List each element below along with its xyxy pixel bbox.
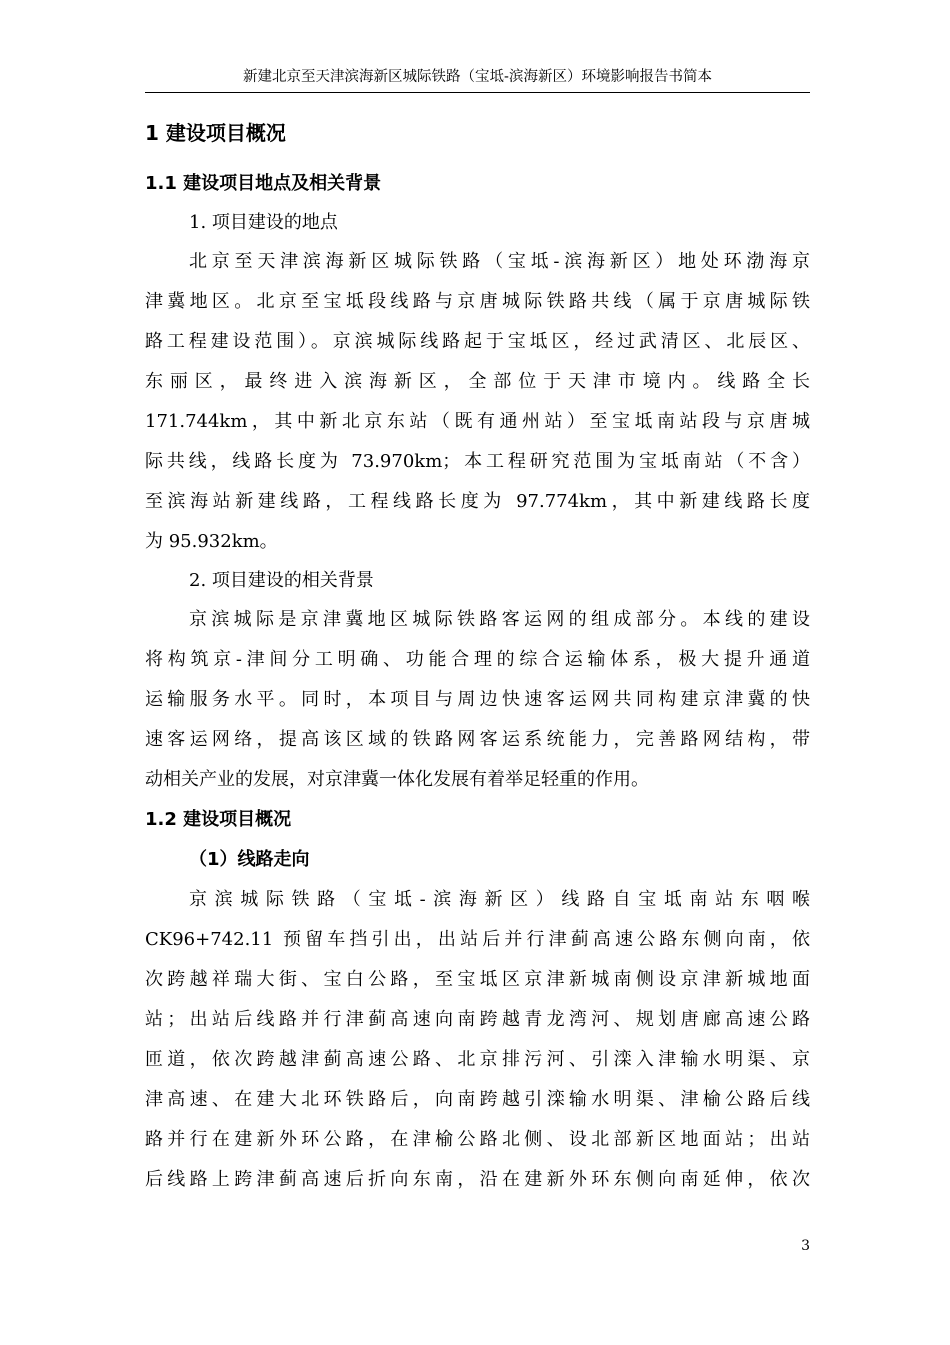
paragraph-line: 津高速、在建大北环铁路后，向南跨越引滦输水明渠、津榆公路后线	[145, 1089, 810, 1110]
paragraph-line: 将构筑京-津间分工明确、功能合理的综合运输体系，极大提升通道	[145, 649, 810, 670]
paragraph-background	[145, 600, 810, 800]
paragraph-line: 津冀地区。北京至宝坻段线路与京唐城际铁路共线（属于京唐城际铁	[145, 291, 810, 312]
paragraph-line: 站；出站后线路并行津蓟高速向南跨越青龙湾河、规划唐廊高速公路	[145, 1009, 810, 1030]
paragraph-line: 为 95.932km。	[145, 531, 278, 552]
paragraph-line: 速客运网络，提高该区域的铁路网客运系统能力，完善路网结构，带	[145, 729, 810, 750]
paragraph-line: 动相关产业的发展，对京津冀一体化发展有着举足轻重的作用。	[145, 769, 649, 790]
item-1-title: 1. 项目建设的地点	[189, 212, 338, 233]
paragraph-line: 北京至天津滨海新区城际铁路（宝坻-滨海新区）地处环渤海京	[189, 251, 810, 272]
page-content	[145, 112, 810, 1200]
paragraph-line: CK96+742.11 预留车挡引出，出站后并行津蓟高速公路东侧向南，依	[145, 929, 810, 950]
paragraph-line: 171.744km，其中新北京东站（既有通州站）至宝坻南站段与京唐城	[145, 411, 810, 432]
section-1-heading: 1 建设项目概况	[145, 121, 286, 145]
paragraph-line: 至滨海站新建线路，工程线路长度为 97.774km，其中新建线路长度	[145, 491, 810, 512]
paragraph-line: 运输服务水平。同时，本项目与周边快速客运网共同构建京津冀的快	[145, 689, 810, 710]
section-1-1-heading: 1.1 建设项目地点及相关背景	[145, 173, 382, 194]
section-1-2-heading: 1.2 建设项目概况	[145, 809, 292, 830]
paragraph-line: 匝道，依次跨越津蓟高速公路、北京排污河、引滦入津输水明渠、京	[145, 1049, 810, 1070]
paragraph-line: 路并行在建新外环公路，在津榆公路北侧、设北部新区地面站；出站	[145, 1129, 810, 1150]
paragraph-route	[145, 880, 810, 1200]
paragraph-location	[145, 242, 810, 562]
paragraph-line: 次跨越祥瑞大街、宝白公路，至宝坻区京津新城南侧设京津新城地面	[145, 969, 810, 990]
page-header	[145, 64, 810, 93]
route-subheading: （1）线路走向	[189, 849, 310, 870]
paragraph-line: 际共线，线路长度为 73.970km；本工程研究范围为宝坻南站（不含）	[145, 451, 810, 472]
paragraph-line: 京滨城际是京津冀地区城际铁路客运网的组成部分。本线的建设	[189, 609, 810, 630]
page-number: 3	[801, 1238, 810, 1254]
document-title: 新建北京至天津滨海新区城际铁路（宝坻-滨海新区）环境影响报告书简本	[243, 69, 712, 85]
paragraph-line: 后线路上跨津蓟高速后折向东南，沿在建新外环东侧向南延伸，依次	[145, 1169, 810, 1190]
paragraph-line: 路工程建设范围）。京滨城际线路起于宝坻区，经过武清区、北辰区、	[145, 331, 810, 352]
item-2-title: 2. 项目建设的相关背景	[189, 570, 374, 591]
paragraph-line: 东丽区，最终进入滨海新区，全部位于天津市境内。线路全长	[145, 371, 810, 392]
paragraph-line: 京滨城际铁路（宝坻-滨海新区）线路自宝坻南站东咽喉	[189, 889, 810, 910]
